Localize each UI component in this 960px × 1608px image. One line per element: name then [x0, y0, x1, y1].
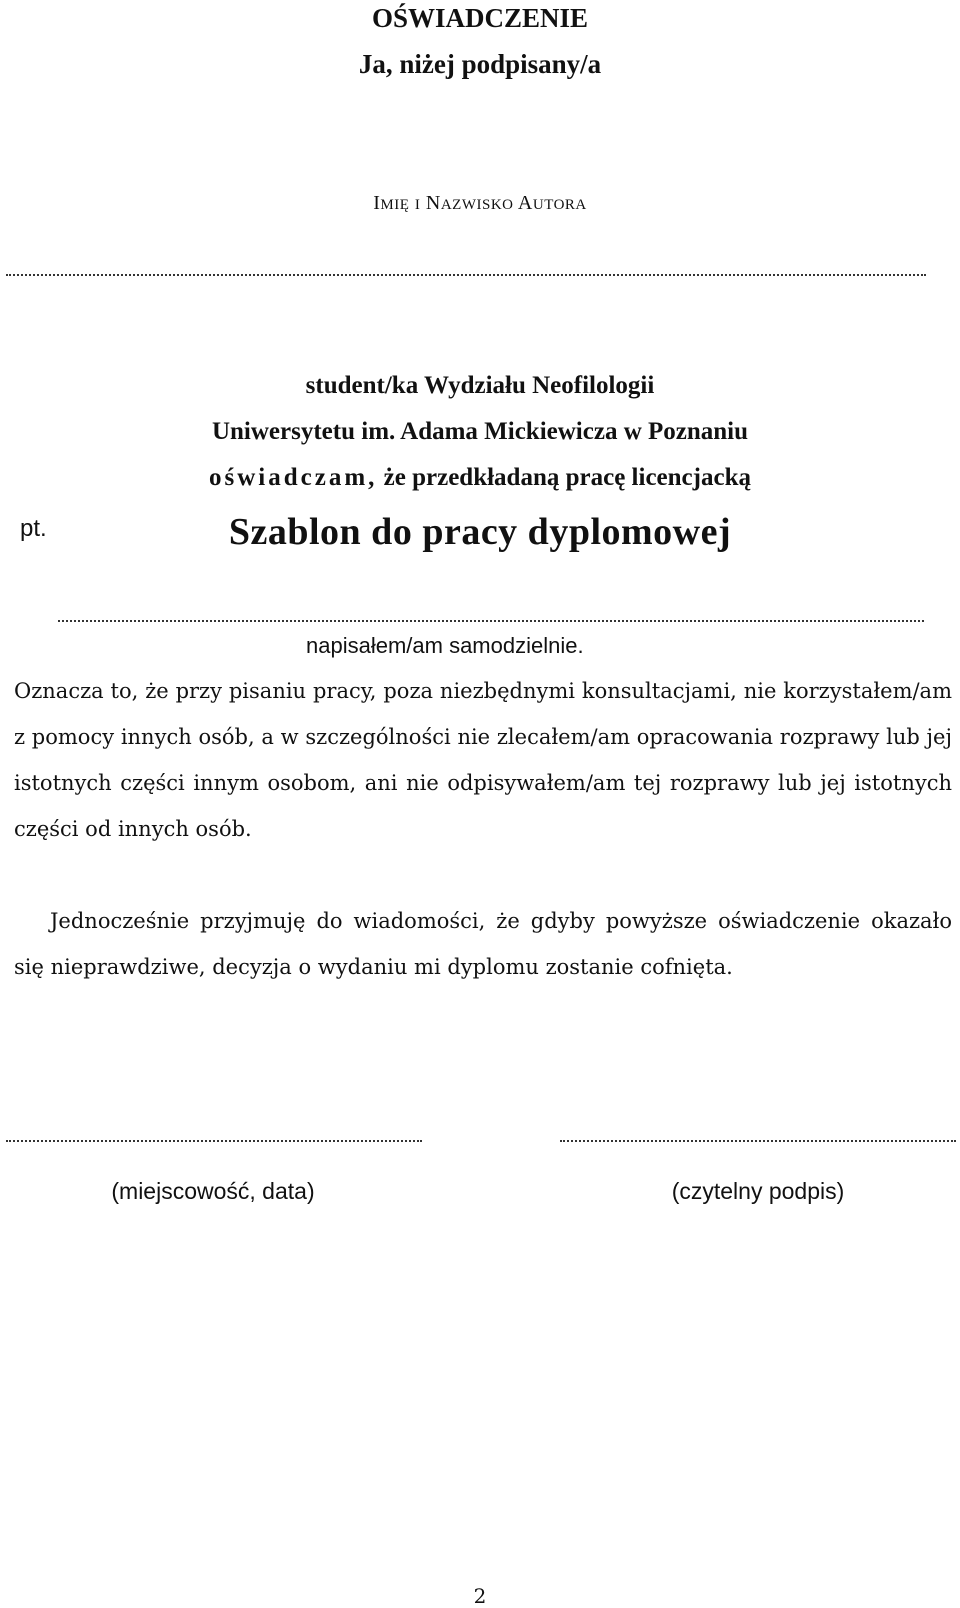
- author-word-1-rest: MIĘ: [380, 197, 410, 213]
- statement-line-3: [0, 462, 960, 494]
- thesis-title: Szablon do pracy dyplomowej: [228, 511, 732, 553]
- statement-line-2: Uniwersytetu im. Adama Mickiewicza w Poznaniu: [211, 418, 749, 445]
- page-number: 2: [473, 1584, 487, 1608]
- author-name-placeholder: [0, 190, 960, 218]
- thesis-prefix: pt.: [20, 515, 47, 542]
- author-word-1-initial: I: [373, 192, 381, 214]
- signature-label: (czytelny podpis): [671, 1178, 845, 1204]
- written-independently-text: napisałem/am samodzielnie.: [306, 633, 584, 658]
- statement-line-1: student/ka Wydziału Neofilologii: [305, 372, 655, 399]
- statement-line-3-rest: że przedkładaną pracę licencjacką: [383, 464, 751, 491]
- author-word-3-initial: A: [517, 192, 533, 214]
- document-title: OŚWIADCZENIE: [371, 3, 589, 33]
- document-subtitle: Ja, niżej podpisany/a: [358, 49, 602, 79]
- author-word-2-rest: AZWISKO: [440, 197, 514, 213]
- declaration-paragraph-1: Oznacza to, że przy pisaniu pracy, poza niezbędnymi konsultacjami, nie korzystałem/am z pomocy innych osób, a w szczególności nie zlecałem/am opracowania rozprawy lub jej istotnych części innym osobom, ani nie odpisywałem/am tej rozprawy lub jej istotnych części od innych osób.: [14, 679, 952, 841]
- author-word-3-rest: UTORA: [532, 197, 587, 213]
- author-dotted-line: [6, 274, 926, 276]
- author-conjunction: I: [414, 197, 421, 213]
- statement-declare-word: oświadczam,: [209, 464, 378, 491]
- thesis-dotted-line: [58, 620, 924, 622]
- signature-dotted-line: [560, 1140, 956, 1142]
- declaration-paragraph-2: Jednocześnie przyjmuję do wiadomości, że gdyby powyższe oświadczenie okazało się nieprawdziwe, decyzja o wydaniu mi dyplomu zostanie cofnięta.: [14, 909, 952, 979]
- author-word-2-initial: N: [425, 192, 441, 214]
- place-date-dotted-line: [6, 1140, 422, 1142]
- place-date-label: (miejscowość, data): [111, 1178, 315, 1204]
